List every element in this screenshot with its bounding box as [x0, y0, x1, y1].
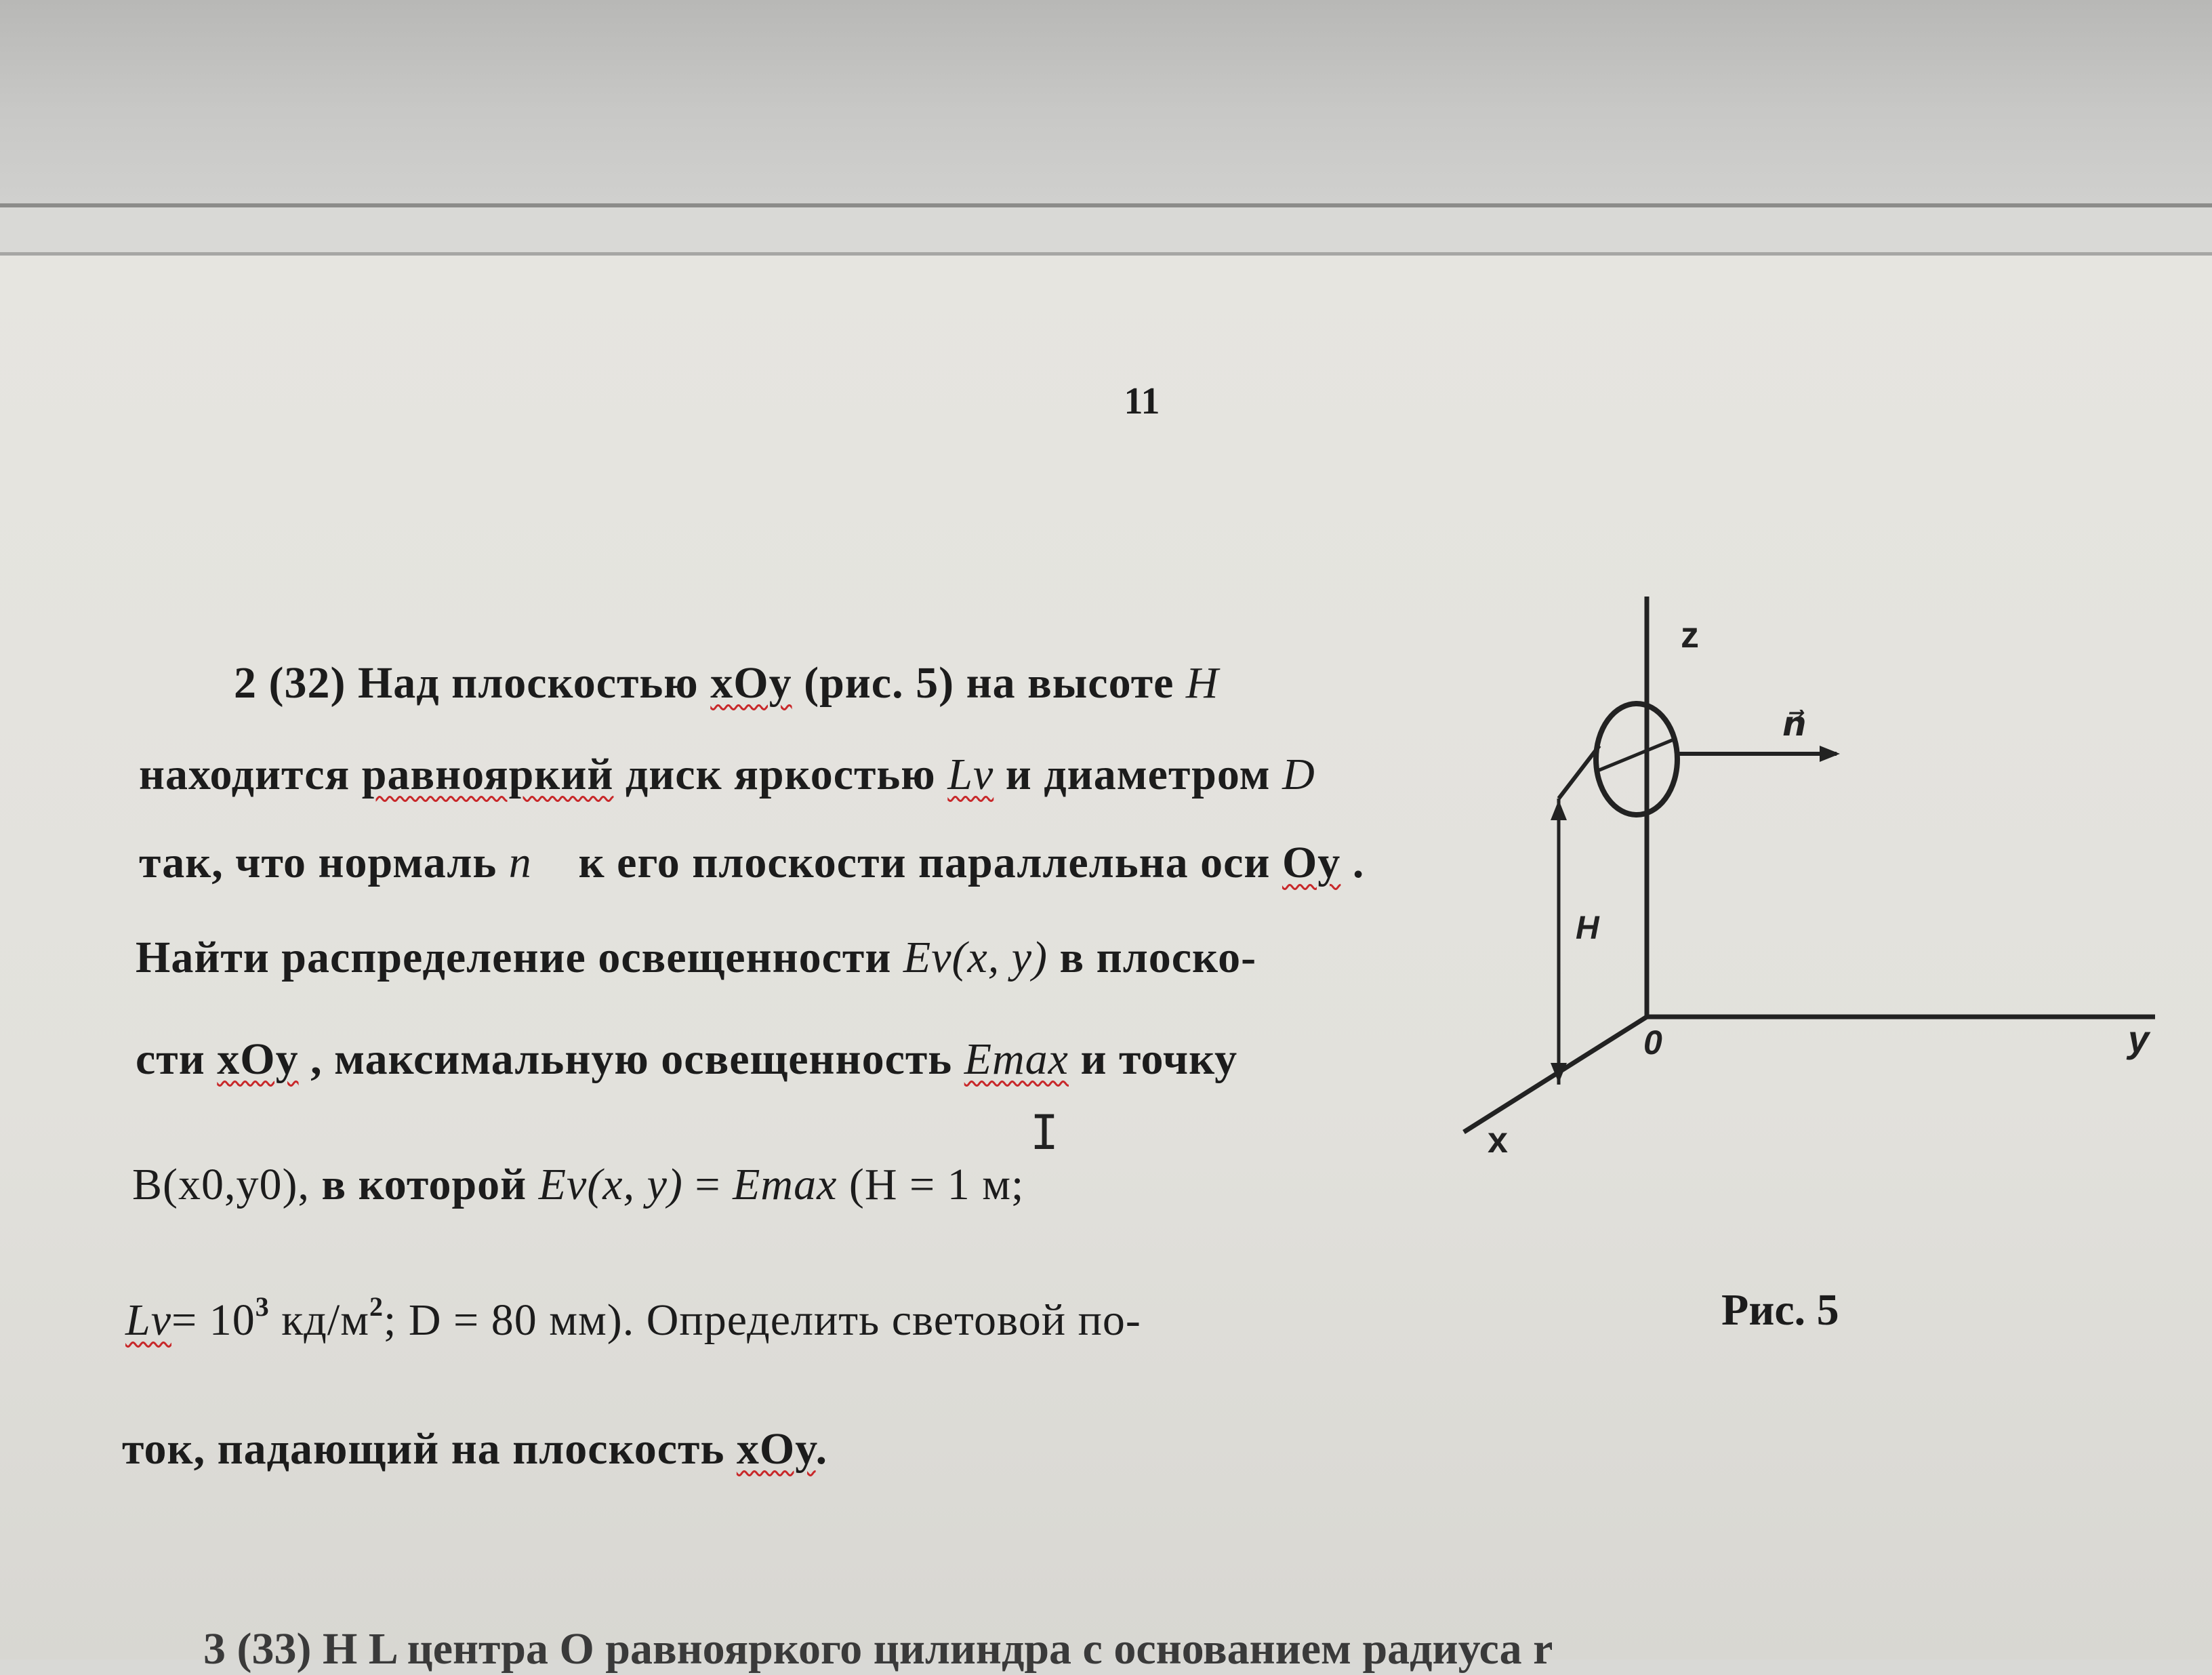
page-number: 11	[1124, 380, 1160, 422]
disk-diameter	[1596, 739, 1675, 771]
problem-line-7: $Lv= 10^3$ $кд/м^2$; D = 80 мм). Определить световой по-	[125, 1291, 1141, 1345]
figure-5-diagram	[1423, 597, 2169, 1207]
problem-line-5: сти xOy , максимальную освещенность Emax и точку	[136, 1034, 1238, 1084]
disk	[1596, 704, 1677, 815]
problem-line-3: так, что нормаль n⃗ к его плоскости параллельна оси Oy .	[139, 838, 1365, 887]
normal-vector-label: n⃗	[1782, 705, 1807, 743]
height-label: H	[1576, 910, 1599, 946]
toolbar-divider	[0, 203, 2212, 207]
height-arrow-down	[1551, 1063, 1567, 1083]
text-cursor-ibeam: Ι	[1030, 1105, 1059, 1161]
height-arrow-up	[1551, 800, 1567, 820]
origin-label: 0	[1643, 1024, 1662, 1062]
y-axis-label: y	[2128, 1017, 2150, 1060]
next-problem-partial: 3 (33) Н L центра О равнояркого цилиндра с основанием радиуса r	[203, 1624, 1553, 1674]
problem-line-4: Найти распределение освещенности Ev(x, y) в плоско-	[136, 933, 1257, 982]
z-axis-label: z	[1681, 615, 1699, 655]
disk-support-line	[1559, 746, 1599, 799]
problem-line-8: ток, падающий на плоскость xOy.	[122, 1424, 828, 1474]
problem-line-1: 2 (32) Над плоскостью xOy (рис. 5) на высоте H	[234, 658, 1219, 708]
normal-vector-arrowhead	[1820, 746, 1840, 762]
x-axis-label: x	[1488, 1120, 1509, 1161]
problem-line-2: находится равнояркий диск яркостью Lv и диаметром D	[139, 750, 1315, 799]
toolbar-band	[0, 0, 2212, 203]
problem-line-6: B(x0,y0), в которой Ev(x, y) = Emax (H = 1 м;	[132, 1160, 1025, 1209]
figure-caption: Рис. 5	[1721, 1285, 1839, 1335]
